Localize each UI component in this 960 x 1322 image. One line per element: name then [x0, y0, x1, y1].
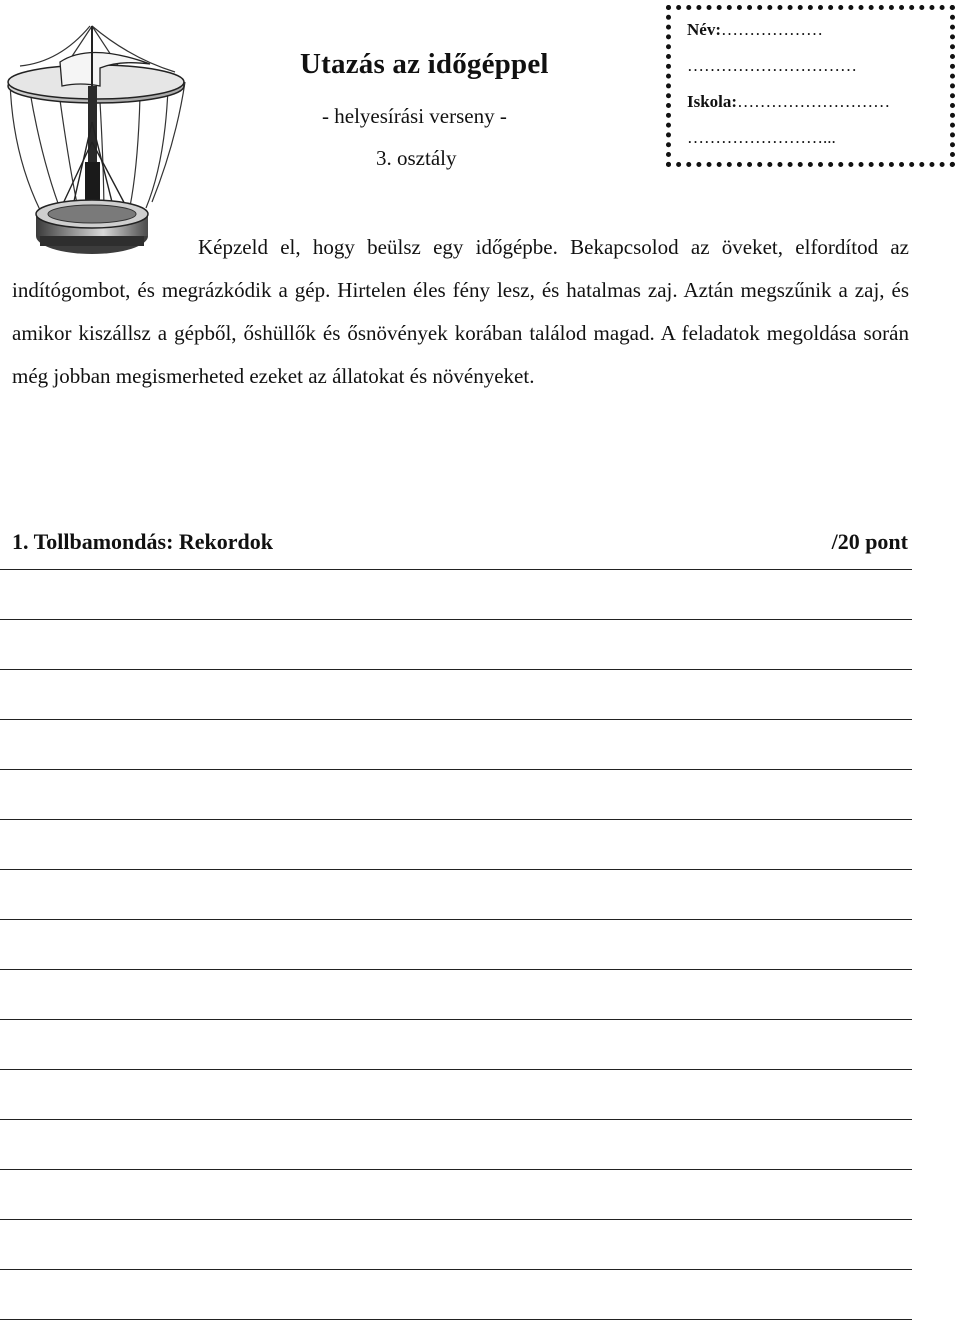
- writing-line[interactable]: [0, 619, 912, 620]
- school-label: Iskola:: [687, 92, 738, 111]
- writing-line[interactable]: [0, 719, 912, 720]
- time-machine-icon: [0, 22, 190, 260]
- name-dots-2: …………………………: [687, 56, 857, 75]
- intro-paragraph: Képzeld el, hogy beülsz egy időgépbe. Bekapcsolod az öveket, elfordítod az indítógombot, és megrázkódik a gép. Hirtelen éles fény lesz, és hatalmas zaj. Aztán megszűnik a zaj, és amikor kiszállsz a gépből, őshüllők és ősnövények korában találod magad. A feladatok megoldása során még jobban megismerheted ezeket az állatokat és növényeket.: [12, 235, 909, 388]
- name-field[interactable]: [687, 20, 823, 40]
- name-label: Név:: [687, 20, 721, 39]
- writing-line[interactable]: [0, 1019, 912, 1020]
- name-dots: ………………: [720, 20, 823, 39]
- writing-line[interactable]: [0, 1269, 912, 1270]
- page-title: Utazás az időgéppel: [300, 48, 549, 80]
- writing-line[interactable]: [0, 969, 912, 970]
- school-field[interactable]: [687, 92, 890, 112]
- school-dots: ………………………: [737, 92, 891, 111]
- school-dots-2: ……………………...: [687, 128, 836, 147]
- task-points: /20 pont: [831, 529, 908, 554]
- writing-line[interactable]: [0, 1219, 912, 1220]
- grade-label: 3. osztály: [376, 146, 457, 170]
- writing-line[interactable]: [0, 669, 912, 670]
- writing-line[interactable]: [0, 819, 912, 820]
- writing-line[interactable]: [0, 869, 912, 870]
- task-title: 1. Tollbamondás: Rekordok: [12, 529, 274, 554]
- writing-line[interactable]: [0, 919, 912, 920]
- writing-line[interactable]: [0, 1069, 912, 1070]
- writing-line[interactable]: [0, 769, 912, 770]
- writing-line[interactable]: [0, 1119, 912, 1120]
- writing-line[interactable]: [0, 569, 912, 570]
- page-subtitle: - helyesírási verseny -: [322, 104, 507, 128]
- name-school-box: [666, 5, 955, 167]
- school-field-continuation[interactable]: [687, 128, 836, 148]
- name-field-continuation[interactable]: [687, 56, 857, 76]
- writing-line[interactable]: [0, 1319, 912, 1320]
- writing-line[interactable]: [0, 1169, 912, 1170]
